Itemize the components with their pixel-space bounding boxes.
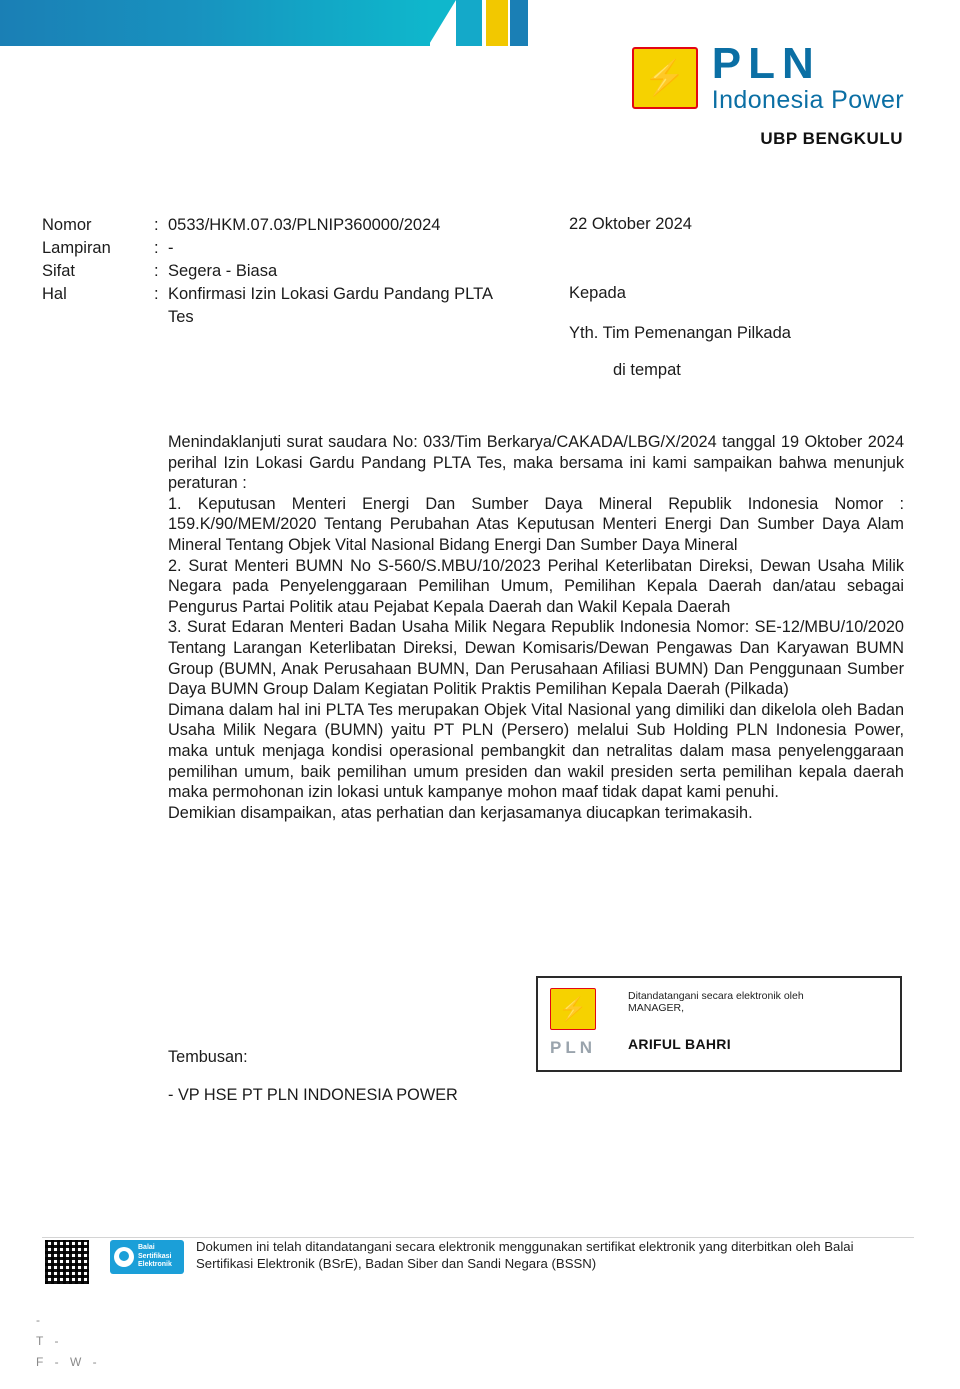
electronic-signature-box [536,976,902,1072]
band-slash-yellow [486,0,508,46]
logo-brand: PLN [711,39,821,88]
bsre-badge-text [138,1244,172,1270]
letter-meta [42,214,562,329]
artifact-line-3: F - W - [36,1355,101,1369]
letter-date: 22 Oktober 2024 [569,215,692,233]
artifact-line-1: - [36,1313,44,1327]
band-slash-cyan [456,0,482,46]
meta-value: - [168,239,174,257]
body-item-3: 3. Surat Edaran Menteri Badan Usaha Milik Negara Republik Indonesia Nomor: SE-12/MBU/10/2020 Tentang Larangan Keterlibatan Direksi, Dewan Komisaris/Dewan Pengawas Dan Karyawan BUMN Group (BUMN, Anak Perusahaan BUMN, Dan Perusahaan Afiliasi BUMN) Dan Penggunaan Sumber Daya BUMN Group Dalam Kegiatan Politik Praktis Pemilihan Kepala Daerah (Pilkada) [168,618,904,699]
meta-value-wrap [168,283,562,329]
letter-body [168,432,904,823]
meta-row-sifat [42,260,562,283]
footer-note: Dokumen ini telah ditandatangani secara elektronik menggunakan sertifikat elektronik yang diterbitkan oleh Balai Sertifikasi Elektronik (BSrE), Badan Siber dan Sandi Negara (BSSN) [196,1239,854,1271]
recipient-yth: Yth. Tim Pemenangan Pilkada [569,324,791,342]
lightning-glyph: ⚡ [643,58,686,97]
meta-label: Nomor [42,216,92,234]
pln-logo [632,39,904,114]
meta-row-lampiran [42,237,562,260]
meta-label: Hal [42,285,67,303]
pln-lightning-icon [632,47,698,109]
recipient-kepada: Kepada [569,284,626,302]
bsre-seal-circle [114,1247,134,1267]
signature-inner [538,978,900,1070]
meta-colon: : [154,285,159,303]
signature-logo-column [550,988,628,1058]
signature-line-2: MANAGER, [628,1002,685,1014]
bsre-text-line-1: Balai [138,1244,155,1252]
signature-text-column [628,988,888,1052]
meta-value: 0533/HKM.07.03/PLNIP360000/2024 [168,216,441,234]
body-intro: Menindaklanjuti surat saudara No: 033/Tim Berkarya/CAKADA/LBG/X/2024 tanggal 19 Oktober 2024 perihal Izin Lokasi Gardu Pandang PLTA Tes, maka bersama ini kami sampaikan bahwa menunjuk peraturan : [168,433,904,493]
band-blue-block [0,0,430,46]
bsre-text-line-2: Sertifikasi [138,1252,172,1260]
signature-line-1: Ditandatangani secara elektronik oleh [628,990,804,1002]
signer-name: ARIFUL BAHRI [628,1036,731,1052]
bsre-seal-icon [110,1240,184,1274]
meta-row-hal [42,283,562,329]
body-item-2: 2. Surat Menteri BUMN No S-560/S.MBU/10/2023 Perihal Keterlibatan Direksi, Dewan Usaha Milik Negara pada Penyelenggaraan Pemilihan Umum, Pemilihan Kepala Daerah dan/atau sebagai Pengurus Partai Politik atau Pejabat Kepala Daerah dan Wakil Kepala Daerah [168,556,904,616]
bsre-text-line-3: Elektronik [138,1261,172,1269]
meta-value-continuation: Tes [168,308,194,326]
lightning-glyph: ⚡ [558,995,588,1022]
body-closing-paragraph: Dimana dalam hal ini PLTA Tes merupakan Objek Vital Nasional yang dimiliki dan dikelola oleh Badan Usaha Milik Negara (BUMN) yaitu PT PLN (Persero) melalui Sub Holding PLN Indonesia Power, maka untuk menjaga kondisi operasional pembangkit dan netralitas dalam masa penyelenggaraan pemilihan umum, baik pemilihan umum presiden dan wakil presiden serta pemilihan kepala daerah maka permohonan izin lokasi untuk kampanye mohon maaf tidak dapat kami penuhi. [168,700,904,802]
tembusan-item: - VP HSE PT PLN INDONESIA POWER [168,1086,458,1104]
body-final-paragraph: Demikian disampaikan, atas perhatian dan kerjasamanya diucapkan terimakasih. [168,803,753,822]
body-item-1: 1. Keputusan Menteri Energi Dan Sumber Daya Mineral Republik Indonesia Nomor : 159.K/90/MEM/2020 Tentang Perubahan Atas Keputusan Menteri Energi Dan Sumber Daya Alam Mineral Tentang Objek Vital Nasional Bidang Energi Dan Sumber Daya Mineral [168,494,904,554]
meta-colon: : [154,216,159,234]
meta-label: Lampiran [42,239,111,257]
unit-title: UBP BENGKULU [760,129,903,148]
band-slash-blue [510,0,528,46]
page-artifacts [36,1310,101,1373]
meta-value: Konfirmasi Izin Lokasi Gardu Pandang PLTA [168,285,493,303]
logo-wordmark [711,39,904,114]
meta-value: Segera - Biasa [168,262,278,280]
recipient-place: di tempat [613,361,681,379]
meta-colon: : [154,262,159,280]
pln-lightning-icon [550,988,596,1030]
artifact-line-2: T - [36,1334,63,1348]
tembusan-title: Tembusan: [168,1048,248,1066]
logo-brand-sub: Indonesia Power [711,86,904,114]
qr-code-icon [45,1240,89,1284]
meta-label: Sifat [42,262,76,280]
signature-brand: PLN [550,1038,596,1057]
meta-row-nomor [42,214,562,237]
meta-colon: : [154,239,159,257]
